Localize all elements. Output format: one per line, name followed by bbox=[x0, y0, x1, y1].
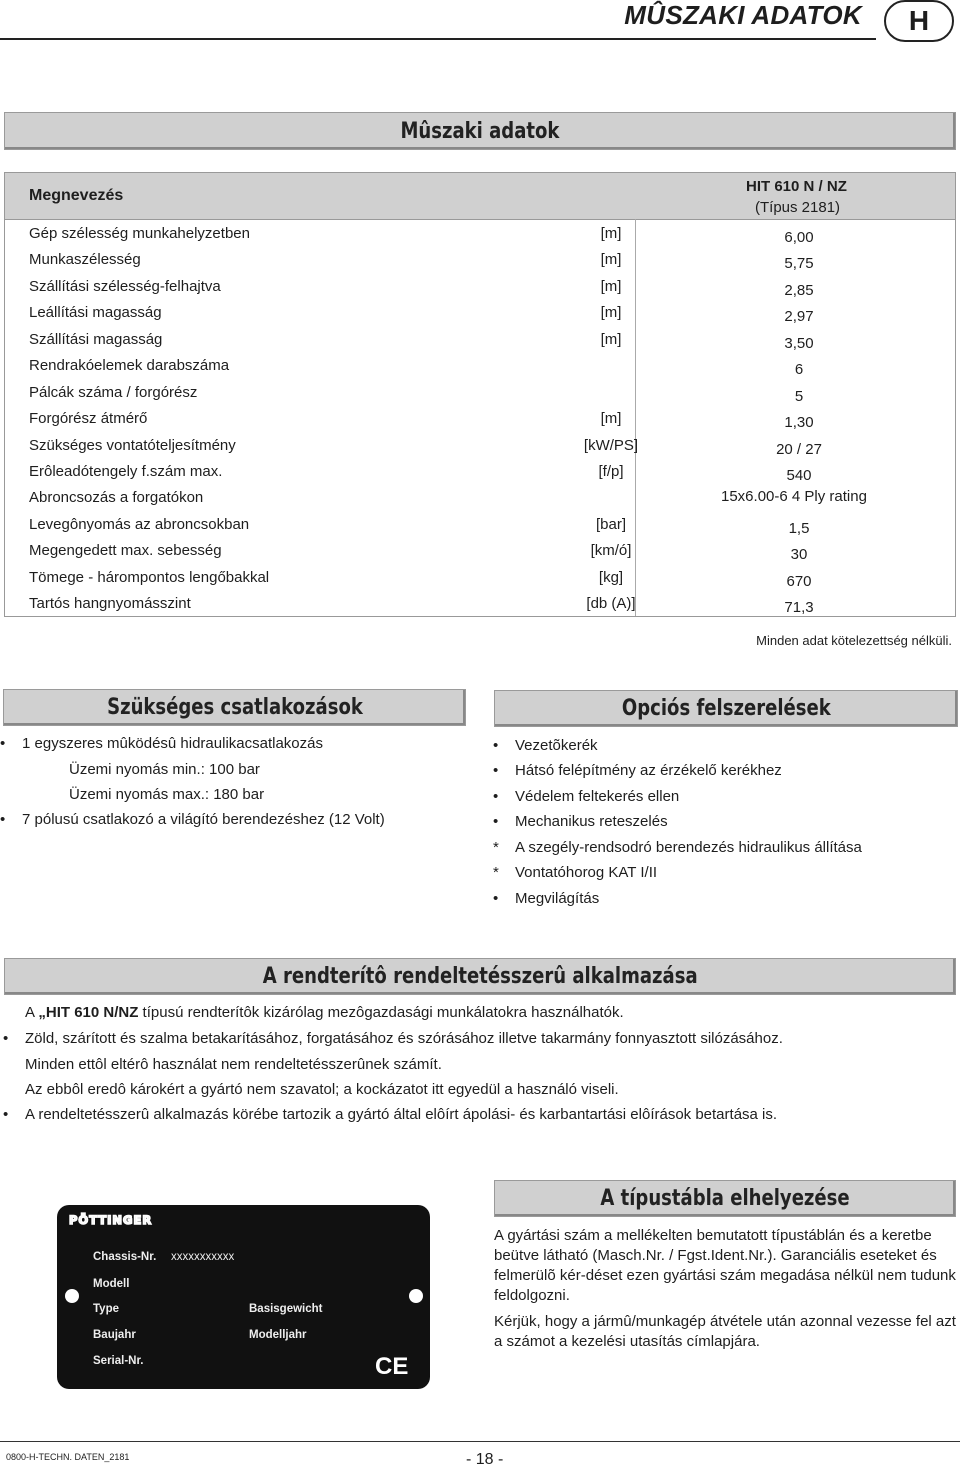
table-row bbox=[5, 433, 955, 459]
row-value: 5 bbox=[794, 388, 804, 405]
row-value: 71,3 bbox=[784, 599, 814, 616]
list-item bbox=[493, 890, 600, 907]
connections-title: Szükséges csatlakozások bbox=[106, 695, 363, 720]
row-unit: [m] bbox=[600, 251, 622, 268]
list-item bbox=[493, 788, 680, 805]
row-value: 6 bbox=[794, 361, 804, 378]
bullet-marker: * bbox=[493, 864, 499, 881]
table-row bbox=[5, 300, 955, 326]
list-item bbox=[493, 737, 598, 754]
footer-document-code: 0800-H-TECHN. DATEN_2181 bbox=[6, 1452, 130, 1462]
list-item bbox=[69, 786, 264, 803]
column-header-model: HIT 610 N / NZ bbox=[746, 178, 847, 195]
list-item bbox=[3, 1030, 783, 1047]
plate-section-title: A típustábla elhelyezése bbox=[600, 1186, 850, 1211]
bullet-marker: • bbox=[493, 813, 499, 830]
row-label: Szállítási szélesség-felhajtva bbox=[29, 278, 221, 295]
nameplate-chassis-label: Chassis-Nr. bbox=[93, 1251, 157, 1263]
row-unit: [m] bbox=[600, 331, 622, 348]
row-value: 540 bbox=[786, 467, 812, 484]
table-row bbox=[5, 459, 955, 485]
row-value: 20 / 27 bbox=[776, 441, 822, 458]
row-unit: [db (A)] bbox=[586, 595, 636, 612]
usage-intro-suffix: típusú rendterítôk kizárólag mezôgazdasági munkálatokra használhatók. bbox=[138, 1004, 624, 1021]
spec-section-bar bbox=[4, 112, 956, 150]
list-item bbox=[493, 839, 862, 856]
table-row bbox=[5, 538, 955, 564]
bullet-marker: • bbox=[493, 788, 499, 805]
row-label: Szükséges vontatóteljesítmény bbox=[29, 437, 236, 454]
plate-text-line: felmerülõ kér-déset ezen gyártási szám megadása nélkül nem tudunk bbox=[494, 1267, 956, 1284]
row-value: 6,00 bbox=[784, 229, 814, 246]
spec-disclaimer: Minden adat kötelezettség nélküli. bbox=[756, 633, 952, 648]
list-item bbox=[0, 811, 385, 828]
row-value: 5,75 bbox=[784, 255, 814, 272]
row-label: Abroncsozás a forgatókon bbox=[29, 489, 204, 506]
list-item-text: Üzemi nyomás min.: 100 bar bbox=[69, 761, 260, 778]
page-header-title: MÛSZAKI ADATOK bbox=[624, 0, 862, 30]
list-item-text: Vezetõkerék bbox=[515, 737, 598, 754]
options-section-bar bbox=[494, 690, 958, 727]
table-row bbox=[5, 353, 955, 379]
options-title: Opciós felszerelések bbox=[621, 696, 831, 721]
table-row bbox=[5, 221, 955, 247]
row-label: Tartós hangnyomásszint bbox=[29, 595, 191, 612]
nameplate-type-label: Type bbox=[93, 1303, 119, 1315]
bullet-marker: * bbox=[493, 839, 499, 856]
bullet-marker: • bbox=[493, 737, 499, 754]
list-item bbox=[493, 813, 668, 830]
spec-section-title: Mûszaki adatok bbox=[400, 118, 560, 144]
row-unit: [bar] bbox=[595, 516, 626, 533]
table-row bbox=[5, 512, 955, 538]
bullet-marker: • bbox=[3, 1106, 9, 1123]
nameplate-model-label: Modell bbox=[93, 1278, 130, 1290]
list-item bbox=[25, 1081, 619, 1098]
list-item-text: Védelem feltekerés ellen bbox=[515, 788, 680, 805]
list-item bbox=[25, 1056, 442, 1073]
list-item bbox=[493, 864, 658, 881]
table-row bbox=[5, 274, 955, 300]
usage-title: A rendterítô rendeltetésszerû alkalmazása bbox=[262, 964, 698, 989]
table-row bbox=[5, 591, 955, 617]
row-value: 3,50 bbox=[784, 335, 814, 352]
usage-intro bbox=[25, 1004, 624, 1021]
bullet-marker: • bbox=[3, 1030, 9, 1047]
row-unit: [m] bbox=[600, 304, 622, 321]
row-unit: [m] bbox=[600, 225, 622, 242]
list-item-text: 1 egyszeres mûködésû hidraulikacsatlakozás bbox=[22, 735, 323, 752]
row-value: 2,85 bbox=[784, 282, 814, 299]
row-value: 1,30 bbox=[784, 414, 814, 431]
connections-section-bar bbox=[3, 689, 466, 726]
rivet-hole-icon bbox=[409, 1289, 423, 1303]
list-item-text: A rendeltetésszerû alkalmazás körébe tartozik a gyártó által elôírt ápolási- és karbantartási elôírások betartása is. bbox=[25, 1106, 778, 1123]
column-header-type: (Típus 2181) bbox=[755, 199, 841, 216]
plate-text-line: beütve látható (Masch.Nr. / Fgst.Ident.Nr.). Garanciális eseteket és bbox=[494, 1247, 937, 1264]
list-item-text: Üzemi nyomás max.: 180 bar bbox=[69, 786, 265, 803]
list-item-text: Az ebbôl eredô károkért a gyártó nem szavatol; a kockázatot itt egyedül a használó viseli. bbox=[25, 1081, 619, 1098]
footer-rule bbox=[0, 1441, 960, 1442]
row-value: 2,97 bbox=[784, 308, 814, 325]
row-label: Pálcák száma / forgórész bbox=[29, 384, 198, 401]
row-label: Levegônyomás az abroncsokban bbox=[29, 516, 250, 533]
row-unit: [m] bbox=[600, 410, 622, 427]
plate-text-line: A gyártási szám a mellékelten bemutatott típustáblán és a keretbe bbox=[494, 1227, 932, 1244]
list-item-text: Hátsó felépítmény az érzékelő kerékhez bbox=[515, 762, 782, 779]
bullet-marker: • bbox=[0, 811, 6, 828]
plate-text-line: a számot a kezelési utasítás címlapjára. bbox=[494, 1333, 760, 1350]
list-item-text: Minden ettôl eltérô használat nem rendeltetésszerûnek számít. bbox=[25, 1056, 442, 1073]
row-unit: [m] bbox=[600, 278, 622, 295]
usage-intro-model: „HIT 610 N/NZ bbox=[38, 1004, 139, 1021]
header-rule bbox=[0, 38, 876, 40]
row-value: 670 bbox=[786, 573, 812, 590]
list-item bbox=[3, 1106, 778, 1123]
list-item-text: 7 pólusú csatlakozó a világító berendezéshez (12 Volt) bbox=[22, 811, 385, 828]
plate-text-line: Kérjük, hogy a jármû/munkagép átvétele után azonnal vezesse fel azt bbox=[494, 1313, 956, 1330]
row-label: Leállítási magasság bbox=[29, 304, 162, 321]
list-item bbox=[0, 735, 323, 752]
table-row bbox=[5, 406, 955, 432]
list-item-text: Megvilágítás bbox=[515, 890, 600, 907]
usage-section-bar bbox=[4, 958, 956, 995]
list-item bbox=[69, 761, 260, 778]
row-label: Gép szélesség munkahelyzetben bbox=[29, 225, 250, 242]
table-row bbox=[5, 327, 955, 353]
table-row bbox=[5, 565, 955, 591]
row-label: Szállítási magasság bbox=[29, 331, 163, 348]
row-unit: [km/ó] bbox=[590, 542, 632, 559]
row-label: Munkaszélesség bbox=[29, 251, 141, 268]
nameplate-base-weight-label: Basisgewicht bbox=[249, 1303, 323, 1315]
row-unit: [kg] bbox=[598, 569, 624, 586]
nameplate-year-label: Baujahr bbox=[93, 1329, 136, 1341]
table-row bbox=[5, 247, 955, 273]
row-unit: [kW/PS] bbox=[583, 437, 639, 454]
page-number: - 18 - bbox=[466, 1451, 504, 1468]
list-item-text: Zöld, szárított és szalma betakarításához, forgatásához és szórásához illetve takarmány fonnyasztott silózásához. bbox=[25, 1030, 783, 1047]
nameplate-brand: PÖTTINGER bbox=[69, 1213, 153, 1227]
row-label: Megengedett max. sebesség bbox=[29, 542, 222, 559]
nameplate-serial-label: Serial-Nr. bbox=[93, 1355, 144, 1367]
plate-section-bar bbox=[494, 1180, 956, 1217]
spec-table bbox=[4, 172, 956, 617]
nameplate-image bbox=[57, 1205, 430, 1389]
plate-text-line: feldolgozni. bbox=[494, 1287, 570, 1304]
spec-table-header bbox=[5, 173, 955, 220]
rivet-hole-icon bbox=[65, 1289, 79, 1303]
row-label: Tömege - hárompontos lengőbakkal bbox=[29, 569, 270, 586]
row-value: 1,5 bbox=[788, 520, 810, 537]
ce-mark-icon: CE bbox=[375, 1353, 409, 1380]
nameplate-chassis-value: xxxxxxxxxxx bbox=[171, 1251, 235, 1263]
bullet-marker: • bbox=[493, 890, 499, 907]
bullet-marker: • bbox=[493, 762, 499, 779]
list-item bbox=[493, 762, 782, 779]
row-label: Erôleadótengely f.szám max. bbox=[29, 463, 223, 480]
list-item-text: Vontatóhorog KAT I/II bbox=[515, 864, 658, 881]
bullet-marker: • bbox=[0, 735, 6, 752]
table-row bbox=[5, 485, 955, 511]
row-value: 15x6.00-6 4 Ply rating bbox=[721, 488, 867, 505]
row-value: 30 bbox=[790, 546, 808, 563]
row-unit: [f/p] bbox=[598, 463, 624, 480]
usage-intro-prefix: A bbox=[25, 1004, 39, 1021]
table-row bbox=[5, 380, 955, 406]
list-item-text: A szegély-rendsodró berendezés hidraulikus állítása bbox=[515, 839, 862, 856]
language-badge: H bbox=[884, 0, 954, 42]
nameplate-model-year-label: Modelljahr bbox=[249, 1329, 307, 1341]
list-item-text: Mechanikus reteszelés bbox=[515, 813, 668, 830]
row-label: Forgórész átmérő bbox=[29, 410, 148, 427]
column-header-name: Megnevezés bbox=[29, 187, 124, 204]
row-label: Rendrakóelemek darabszáma bbox=[29, 357, 230, 374]
